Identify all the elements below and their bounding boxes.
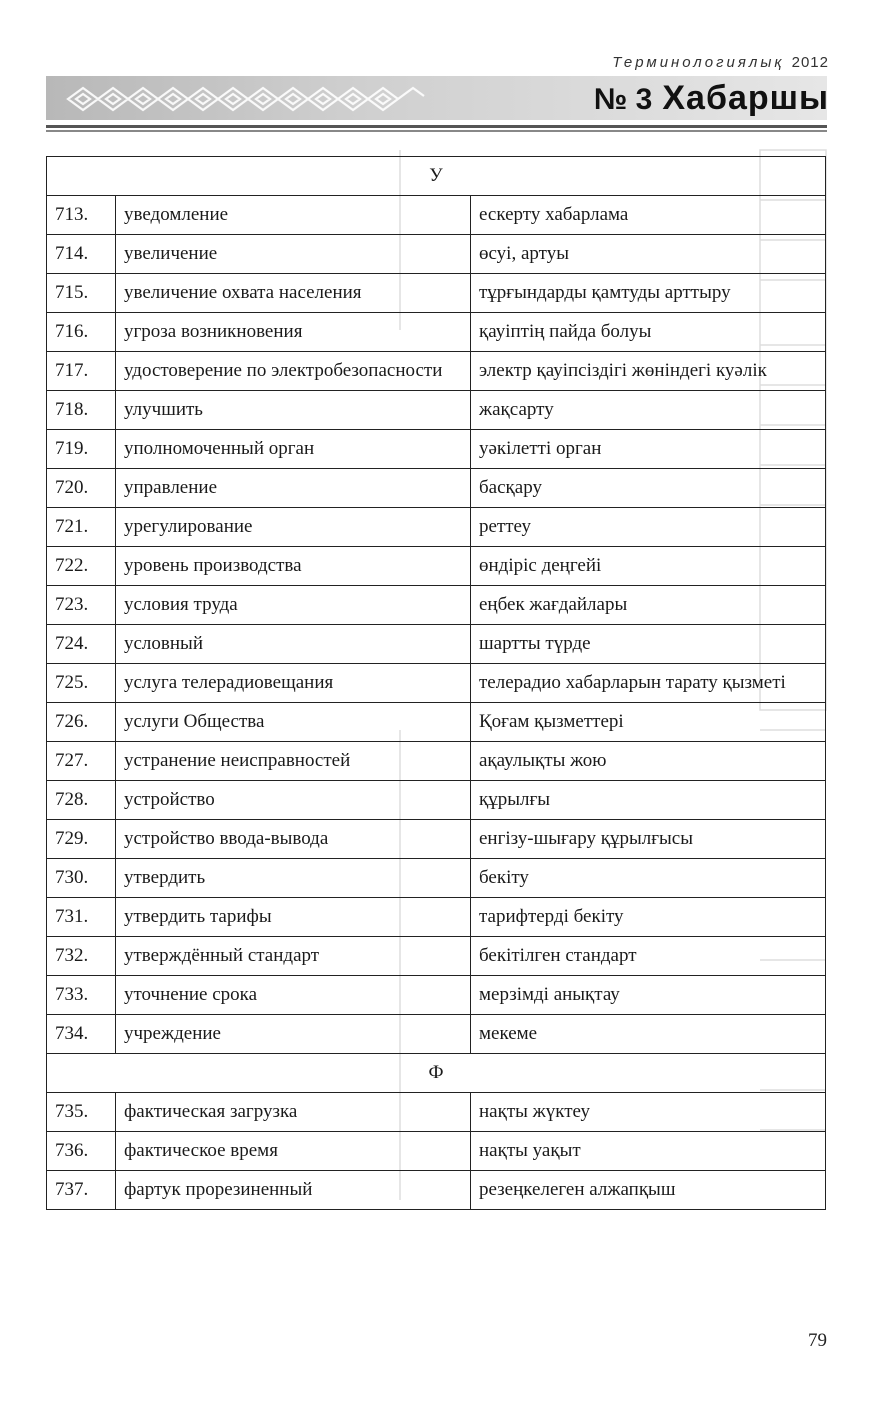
term-number: 730. bbox=[47, 859, 116, 898]
table-row bbox=[47, 1015, 826, 1054]
term-number: 735. bbox=[47, 1093, 116, 1132]
kazakh-term: жақсарту bbox=[471, 391, 826, 430]
term-number: 723. bbox=[47, 586, 116, 625]
table-row bbox=[47, 547, 826, 586]
russian-term: услуги Общества bbox=[116, 703, 471, 742]
russian-term: фактическая загрузка bbox=[116, 1093, 471, 1132]
table-row bbox=[47, 937, 826, 976]
kazakh-term: резеңкелеген алжапқыш bbox=[471, 1171, 826, 1210]
term-number: 732. bbox=[47, 937, 116, 976]
russian-term: уточнение срока bbox=[116, 976, 471, 1015]
russian-term: управление bbox=[116, 469, 471, 508]
term-number: 713. bbox=[47, 196, 116, 235]
section-letter-row bbox=[47, 157, 826, 196]
kazakh-term: нақты жүктеу bbox=[471, 1093, 826, 1132]
kazakh-term: телерадио хабарларын тарату қызметі bbox=[471, 664, 826, 703]
russian-term: уведомление bbox=[116, 196, 471, 235]
term-number: 727. bbox=[47, 742, 116, 781]
table-row bbox=[47, 664, 826, 703]
russian-term: угроза возникновения bbox=[116, 313, 471, 352]
table-row bbox=[47, 820, 826, 859]
table-row bbox=[47, 352, 826, 391]
russian-term: утвердить bbox=[116, 859, 471, 898]
term-number: 716. bbox=[47, 313, 116, 352]
russian-term: устройство ввода-вывода bbox=[116, 820, 471, 859]
russian-term: услуга телерадиовещания bbox=[116, 664, 471, 703]
kazakh-term: тұрғындарды қамтуды арттыру bbox=[471, 274, 826, 313]
term-number: 725. bbox=[47, 664, 116, 703]
term-number: 729. bbox=[47, 820, 116, 859]
russian-term: увеличение охвата населения bbox=[116, 274, 471, 313]
kazakh-term: бекіту bbox=[471, 859, 826, 898]
russian-term: условия труда bbox=[116, 586, 471, 625]
kazakh-term: құрылғы bbox=[471, 781, 826, 820]
term-number: 719. bbox=[47, 430, 116, 469]
table-row bbox=[47, 586, 826, 625]
section-letter: Ф bbox=[47, 1054, 826, 1093]
page-number: 79 bbox=[808, 1330, 827, 1351]
russian-term: улучшить bbox=[116, 391, 471, 430]
term-number: 736. bbox=[47, 1132, 116, 1171]
russian-term: утверждённый стандарт bbox=[116, 937, 471, 976]
russian-term: урегулирование bbox=[116, 508, 471, 547]
russian-term: условный bbox=[116, 625, 471, 664]
term-number: 717. bbox=[47, 352, 116, 391]
header-rule bbox=[46, 125, 827, 128]
kazakh-term: еңбек жағдайлары bbox=[471, 586, 826, 625]
term-number: 718. bbox=[47, 391, 116, 430]
russian-term: фартук прорезиненный bbox=[116, 1171, 471, 1210]
table-row bbox=[47, 274, 826, 313]
table-row bbox=[47, 469, 826, 508]
section-letter-row bbox=[47, 1054, 826, 1093]
table-row bbox=[47, 976, 826, 1015]
table-row bbox=[47, 859, 826, 898]
table-row bbox=[47, 508, 826, 547]
kazakh-term: шартты түрде bbox=[471, 625, 826, 664]
term-number: 731. bbox=[47, 898, 116, 937]
russian-term: удостоверение по электробезопасности bbox=[116, 352, 471, 391]
kazakh-term: тарифтерді бекіту bbox=[471, 898, 826, 937]
russian-term: уровень производства bbox=[116, 547, 471, 586]
header-rule-thin bbox=[46, 130, 827, 132]
kazakh-term: реттеу bbox=[471, 508, 826, 547]
table-row bbox=[47, 235, 826, 274]
issue-number: № 3 bbox=[593, 83, 653, 116]
term-number: 715. bbox=[47, 274, 116, 313]
journal-title bbox=[594, 76, 829, 120]
term-number: 714. bbox=[47, 235, 116, 274]
table-row bbox=[47, 898, 826, 937]
term-number: 737. bbox=[47, 1171, 116, 1210]
kazakh-term: енгізу-шығару құрылғысы bbox=[471, 820, 826, 859]
russian-term: учреждение bbox=[116, 1015, 471, 1054]
term-number: 733. bbox=[47, 976, 116, 1015]
kazakh-term: ақаулықты жою bbox=[471, 742, 826, 781]
table-row bbox=[47, 1093, 826, 1132]
kazakh-term: өсуі, артуы bbox=[471, 235, 826, 274]
terms-table-body bbox=[47, 157, 826, 1210]
kazakh-term: өндіріс деңгейі bbox=[471, 547, 826, 586]
kazakh-term: қауіптің пайда болуы bbox=[471, 313, 826, 352]
term-number: 721. bbox=[47, 508, 116, 547]
term-number: 734. bbox=[47, 1015, 116, 1054]
table-row bbox=[47, 703, 826, 742]
table-row bbox=[47, 781, 826, 820]
term-number: 720. bbox=[47, 469, 116, 508]
russian-term: уполномоченный орган bbox=[116, 430, 471, 469]
russian-term: фактическое время bbox=[116, 1132, 471, 1171]
journal-subtitle bbox=[612, 54, 829, 71]
journal-year: 2012 bbox=[791, 54, 829, 71]
kazakh-term: ескерту хабарлама bbox=[471, 196, 826, 235]
term-number: 726. bbox=[47, 703, 116, 742]
terms-table bbox=[46, 156, 826, 1210]
table-row bbox=[47, 196, 826, 235]
table-row bbox=[47, 391, 826, 430]
term-number: 722. bbox=[47, 547, 116, 586]
journal-subtitle-text: Терминологиялық bbox=[612, 54, 785, 71]
russian-term: устройство bbox=[116, 781, 471, 820]
kazakh-term: мекеме bbox=[471, 1015, 826, 1054]
term-number: 728. bbox=[47, 781, 116, 820]
table-row bbox=[47, 742, 826, 781]
table-row bbox=[47, 430, 826, 469]
kazakh-term: бекітілген стандарт bbox=[471, 937, 826, 976]
term-number: 724. bbox=[47, 625, 116, 664]
table-row bbox=[47, 1132, 826, 1171]
russian-term: устранение неисправностей bbox=[116, 742, 471, 781]
kazakh-term: электр қауіпсіздігі жөніндегі куәлік bbox=[471, 352, 826, 391]
table-row bbox=[47, 1171, 826, 1210]
journal-title-text: Хабаршы bbox=[662, 79, 829, 117]
russian-term: утвердить тарифы bbox=[116, 898, 471, 937]
table-row bbox=[47, 625, 826, 664]
russian-term: увеличение bbox=[116, 235, 471, 274]
kazakh-term: басқару bbox=[471, 469, 826, 508]
kazakh-term: мерзімді анықтау bbox=[471, 976, 826, 1015]
ornament-icon bbox=[66, 84, 426, 114]
section-letter: У bbox=[47, 157, 826, 196]
table-row bbox=[47, 313, 826, 352]
kazakh-term: Қоғам қызметтері bbox=[471, 703, 826, 742]
kazakh-term: нақты уақыт bbox=[471, 1132, 826, 1171]
kazakh-term: уәкілетті орган bbox=[471, 430, 826, 469]
